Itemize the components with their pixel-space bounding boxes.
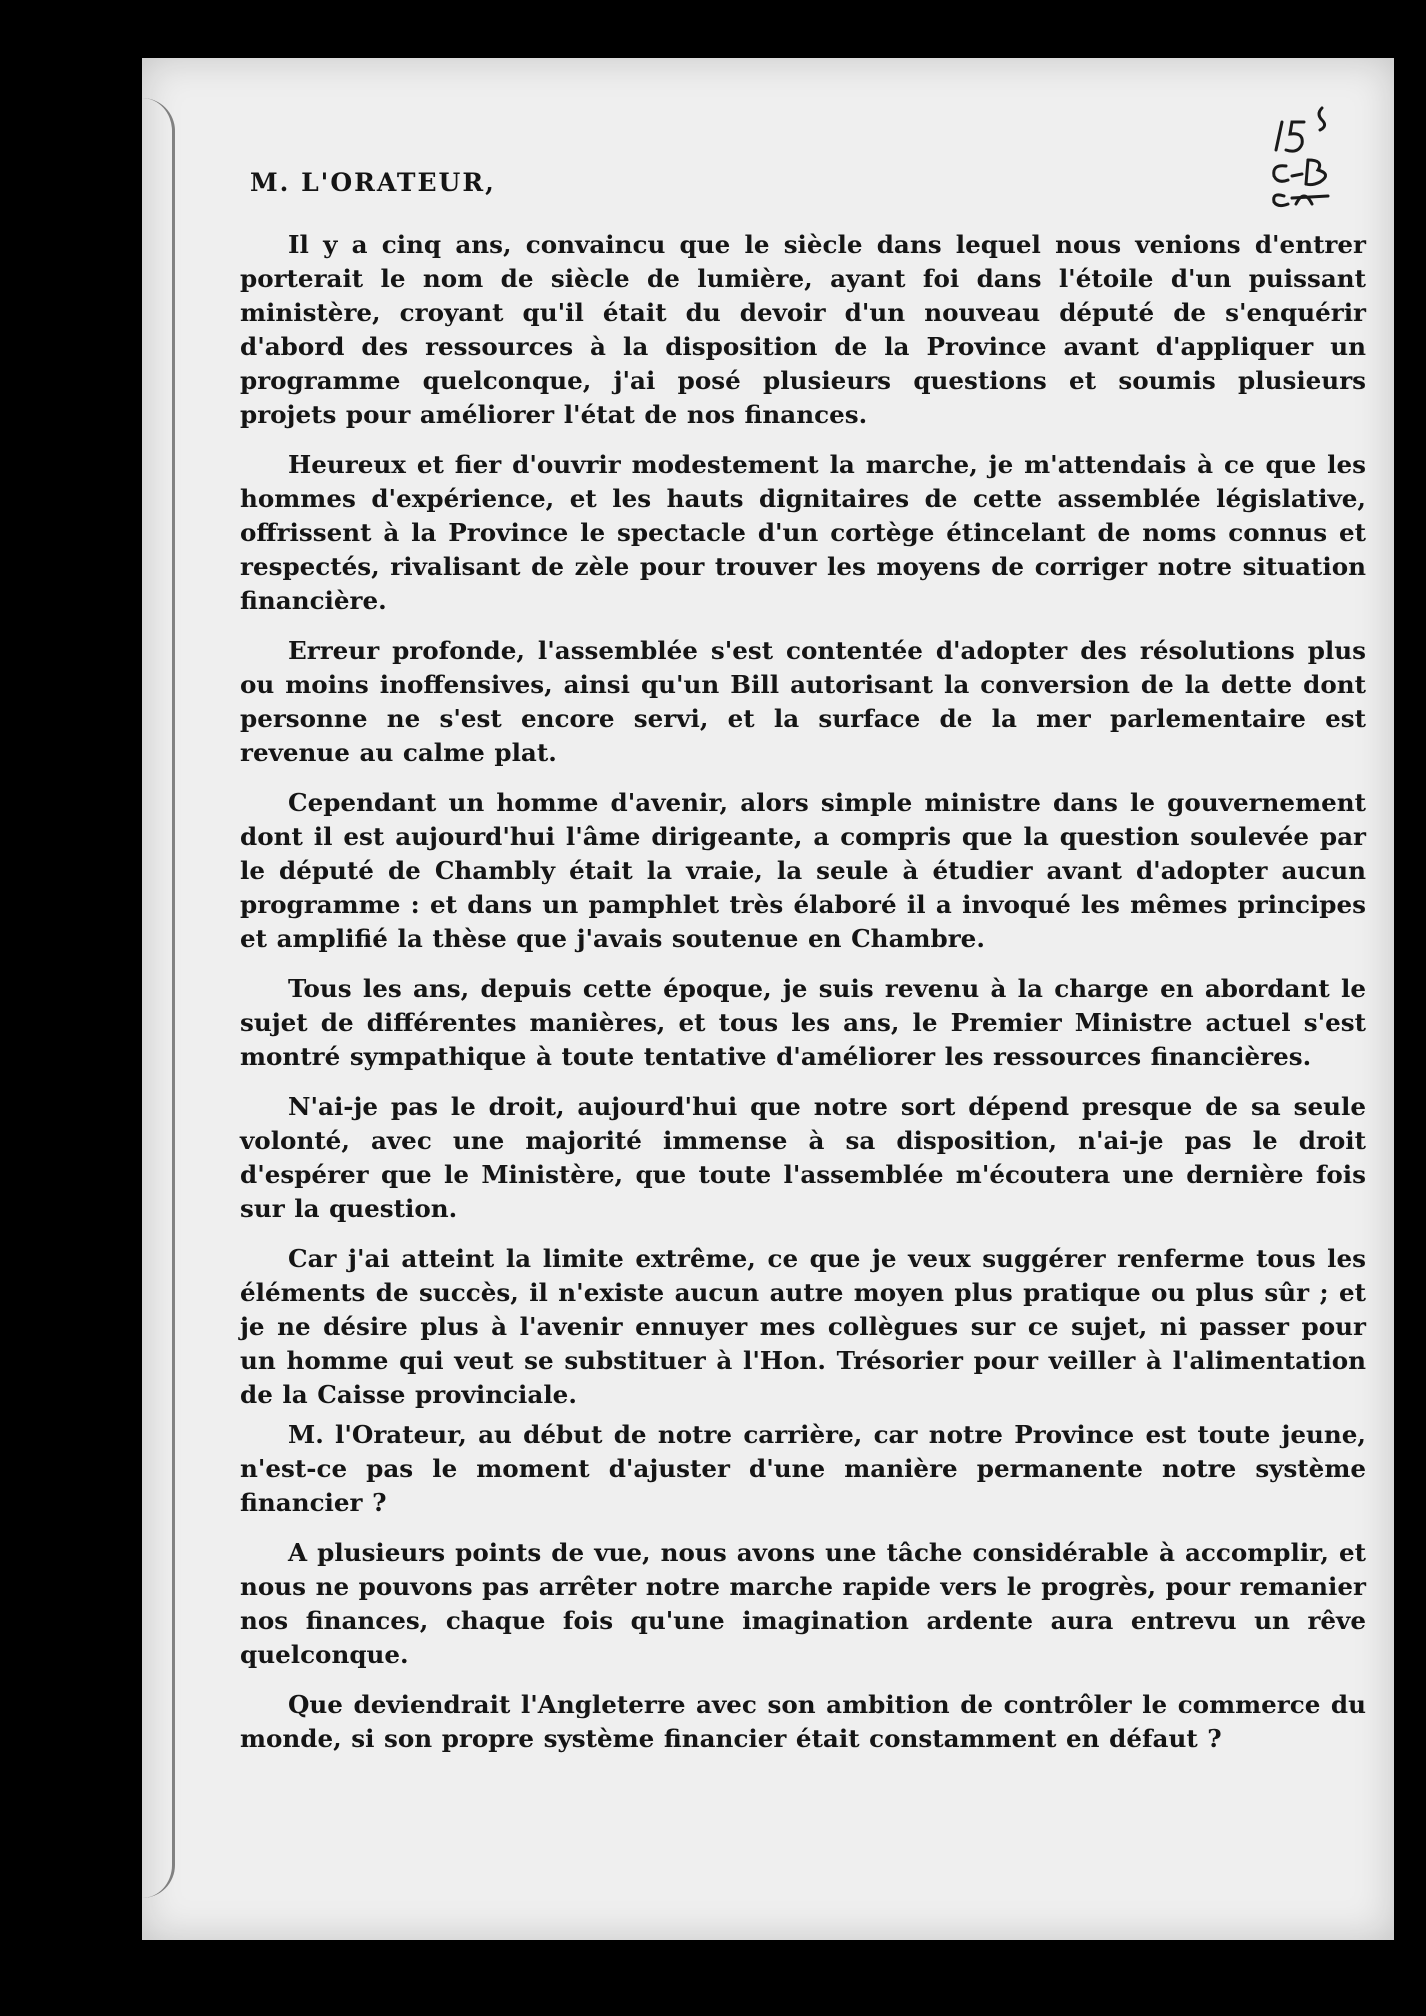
paragraph-3: Erreur profonde, l'assemblée s'est contentée d'adopter des résolutions plus ou moins inoffensives, ainsi qu'un Bill autorisant la conversion de la dette dont personne ne s'est encore servi, et la surface de la mer parlementaire est revenue au calme plat.	[240, 636, 1366, 767]
paragraph-2: Heureux et fier d'ouvrir modestement la marche, je m'attendais à ce que les hommes d'expérience, et les hauts dignitaires de cette assemblée législative, offrissent à la Province le spectacle d'un cortège étincelant de noms connus et respectés, rivalisant de zèle pour trouver les moyens de corriger notre situation financière.	[240, 450, 1366, 615]
speech-text	[240, 166, 1366, 1772]
scanned-page	[142, 58, 1394, 1940]
paragraph-10: Que deviendrait l'Angleterre avec son ambition de contrôler le commerce du monde, si son propre système financier était constamment en défaut ?	[240, 1690, 1366, 1753]
paragraph-4: Cependant un homme d'avenir, alors simple ministre dans le gouvernement dont il est aujourd'hui l'âme dirigeante, a compris que la question soulevée par le député de Chambly était la vraie, la seule à étudier avant d'adopter aucun programme : et dans un pamphlet très élaboré il a invoqué les mêmes principes et amplifié la thèse que j'avais soutenue en Chambre.	[240, 788, 1366, 953]
paragraph-9: A plusieurs points de vue, nous avons une tâche considérable à accomplir, et nous ne pouvons pas arrêter notre marche rapide vers le progrès, pour remanier nos finances, chaque fois qu'une imagination ardente aura entrevu un rêve quelconque.	[240, 1538, 1366, 1669]
paragraph-5: Tous les ans, depuis cette époque, je suis revenu à la charge en abordant le sujet de différentes manières, et tous les ans, le Premier Ministre actuel s'est montré sympathique à toute tentative d'améliorer les ressources financières.	[240, 974, 1366, 1071]
speech-heading: M. L'ORATEUR,	[250, 168, 496, 197]
page-fold-shadow	[142, 98, 175, 1898]
paragraph-6: N'ai-je pas le droit, aujourd'hui que notre sort dépend presque de sa seule volonté, avec une majorité immense à sa disposition, n'ai-je pas le droit d'espérer que le Ministère, que toute l'assemblée m'écoutera une dernière fois sur la question.	[240, 1092, 1366, 1223]
paragraph-7: Car j'ai atteint la limite extrême, ce que je veux suggérer renferme tous les éléments de succès, il n'existe aucun autre moyen plus pratique ou plus sûr ; et je ne désire plus à l'avenir ennuyer mes collègues sur ce sujet, ni passer pour un homme qui veut se substituer à l'Hon. Trésorier pour veiller à l'alimentation de la Caisse provinciale.	[240, 1244, 1366, 1409]
paragraph-1: Il y a cinq ans, convaincu que le siècle dans lequel nous venions d'entrer porterait le nom de siècle de lumière, ayant foi dans l'étoile d'un puissant ministère, croyant qu'il était du devoir d'un nouveau député de s'enquérir d'abord des ressources à la disposition de la Province avant d'appliquer un programme quelconque, j'ai posé plusieurs questions et soumis plusieurs projets pour améliorer l'état de nos finances.	[240, 230, 1366, 429]
paragraph-8: M. l'Orateur, au début de notre carrière, car notre Province est toute jeune, n'est-ce pas le moment d'ajuster d'une manière permanente notre système financier ?	[240, 1420, 1366, 1517]
